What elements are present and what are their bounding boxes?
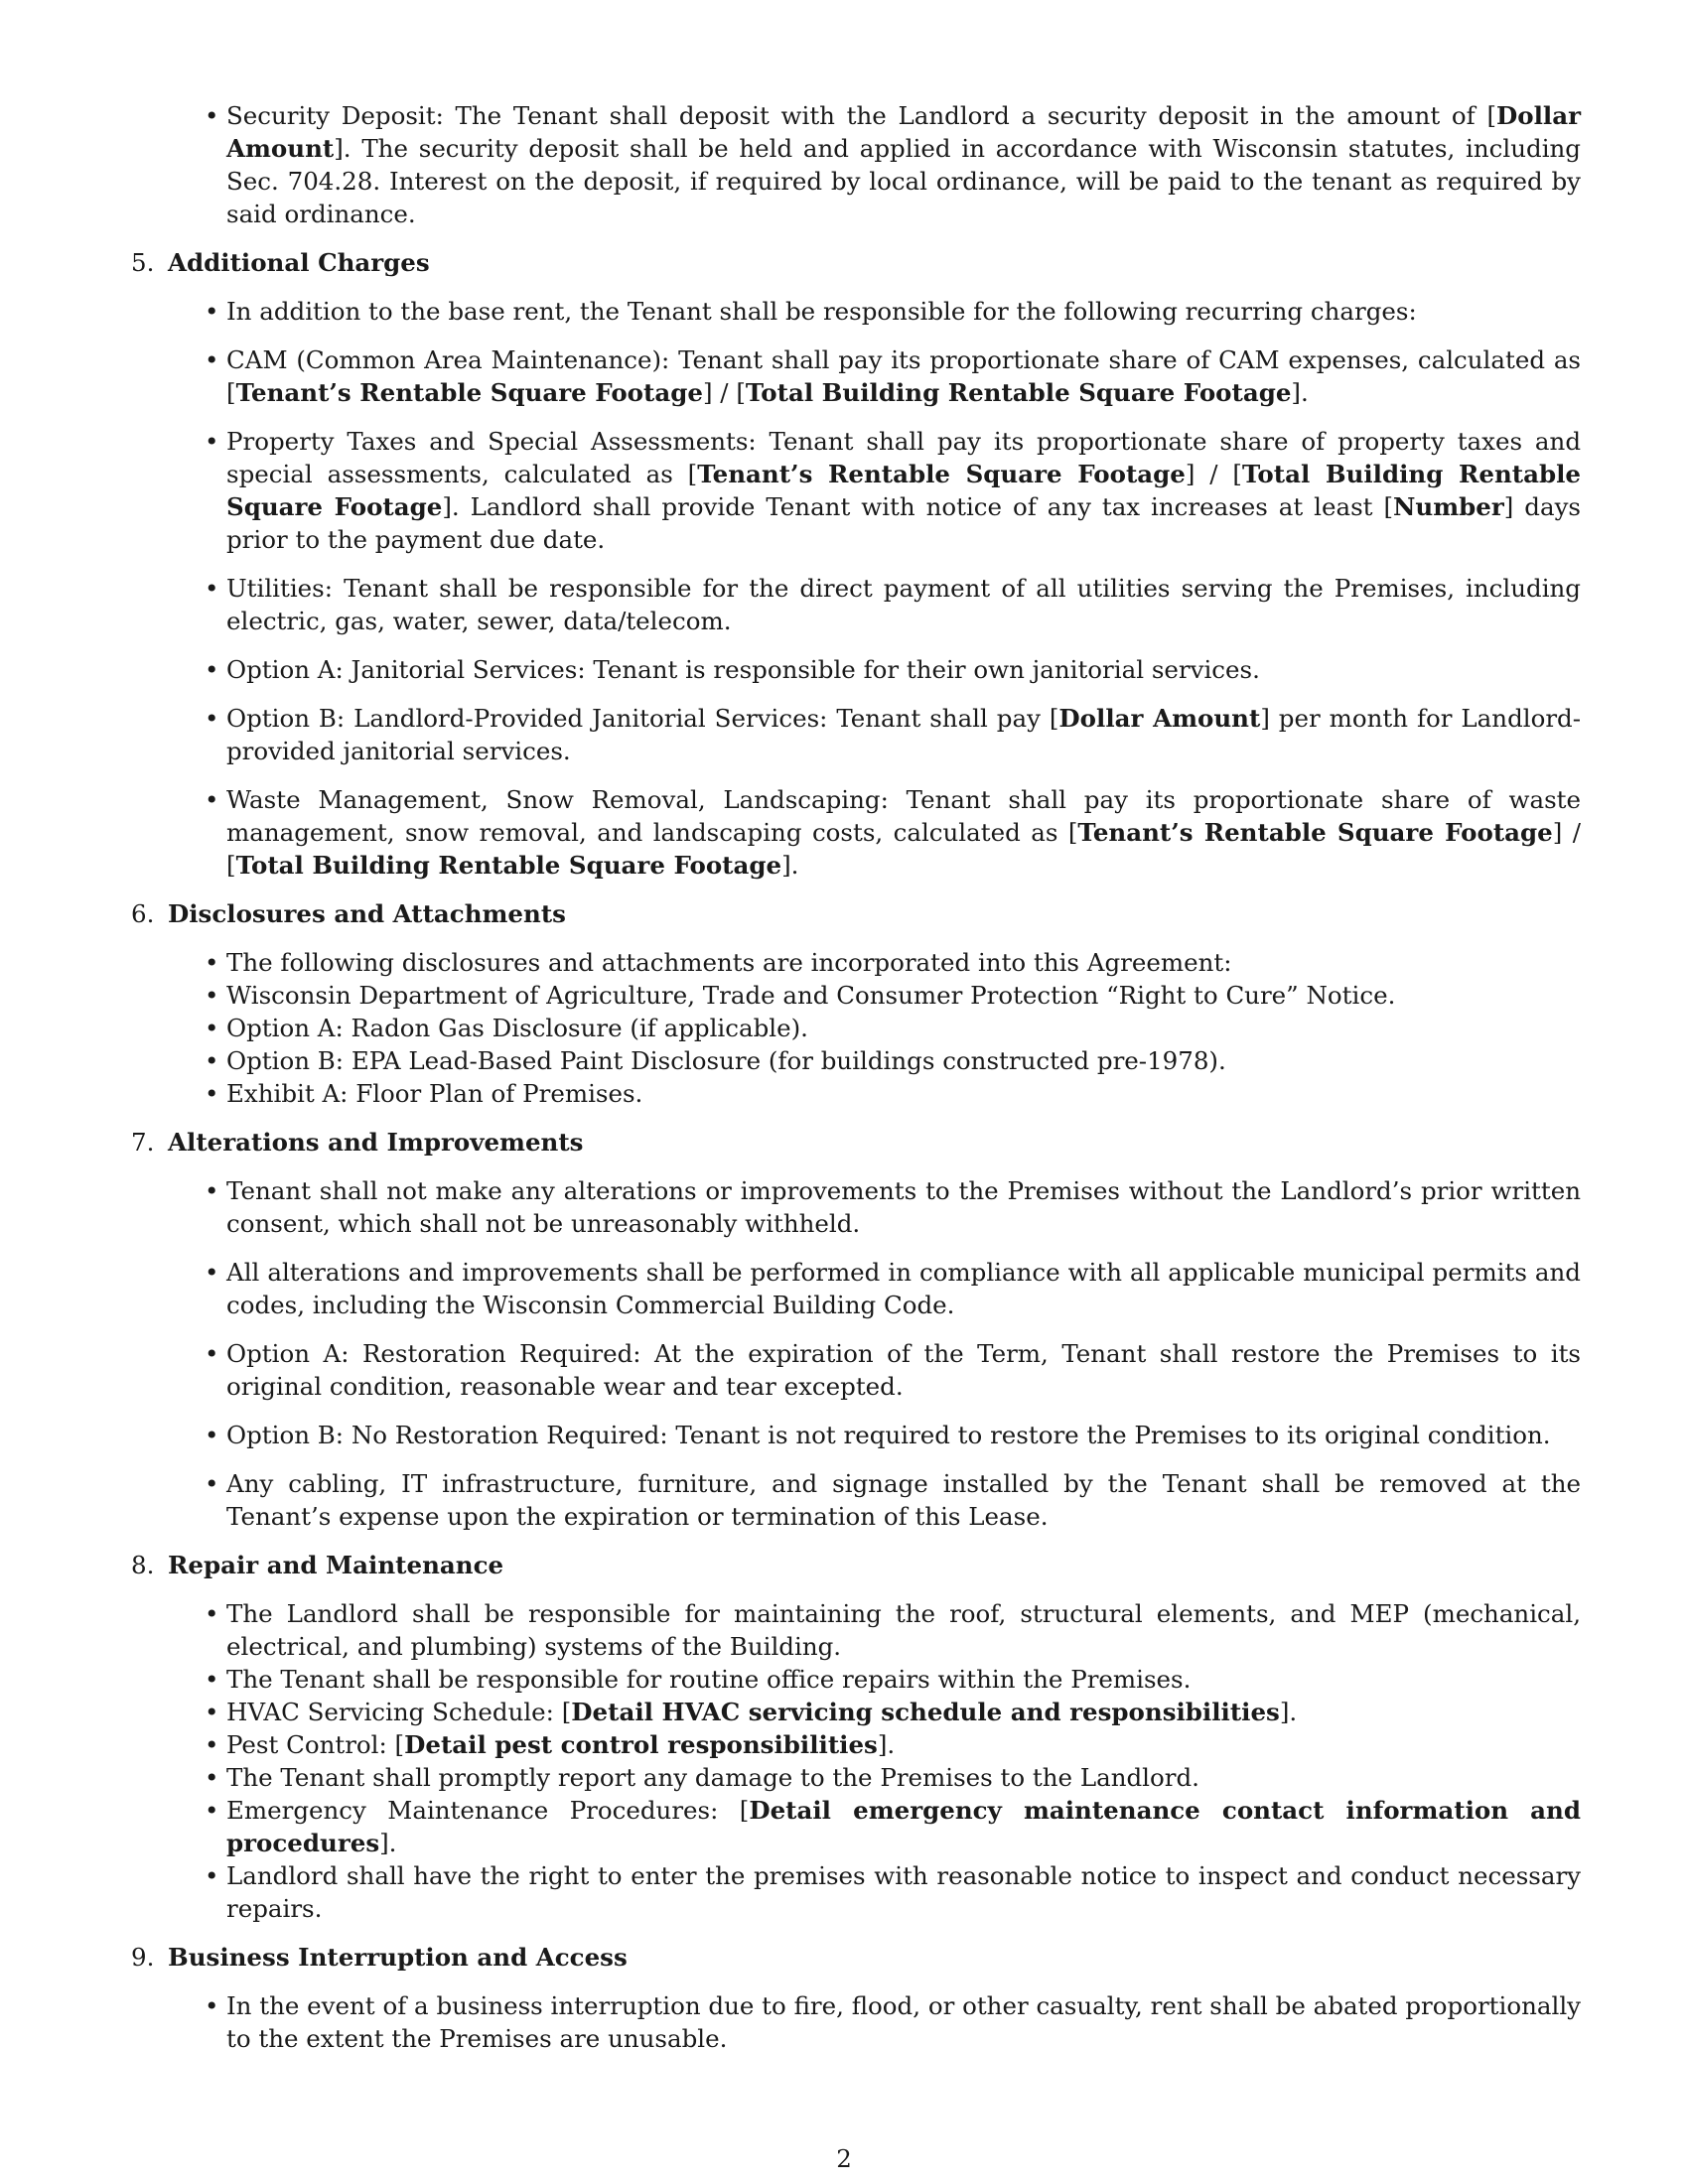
- placeholder-text: Dollar Amount: [226, 101, 1581, 163]
- bullet-icon: •: [205, 1991, 219, 2020]
- bullet-icon: •: [205, 574, 219, 603]
- body-text: Option A: Restoration Required: At the expiration of the Term, Tenant shall restore the Premises to its original condition, reasonable wear and tear excepted.: [226, 1339, 1581, 1401]
- list-item: [205, 1597, 1581, 1663]
- list-item: [205, 1012, 1581, 1044]
- bullet-list: [131, 295, 1581, 882]
- body-text: ]. The security deposit shall be held and applied in accordance with Wisconsin statutes, including Sec. 704.28. Interest on the deposit, if required by local ordinance, will be paid to the tenant as required by said ordinance.: [226, 134, 1581, 228]
- list-item: [205, 1696, 1581, 1728]
- bullet-icon: •: [205, 1079, 219, 1108]
- placeholder-text: Tenant’s Rentable Square Footage: [697, 460, 1186, 488]
- placeholder-text: Detail HVAC servicing schedule and responsibilities: [571, 1698, 1280, 1726]
- list-item: [205, 1419, 1581, 1451]
- section-number: 9.: [131, 1943, 155, 1972]
- list-item: [205, 1728, 1581, 1761]
- sections: [131, 246, 1581, 2055]
- body-text: Option A: Radon Gas Disclosure (if applicable).: [226, 1014, 808, 1042]
- bullet-icon: •: [205, 1665, 219, 1694]
- placeholder-text: Total Building Rentable Square Footage: [226, 460, 1581, 521]
- body-text: ]. Landlord shall provide Tenant with notice of any tax increases at least [: [442, 492, 1394, 521]
- bullet-icon: •: [205, 1698, 219, 1726]
- placeholder-text: Detail pest control responsibilities: [404, 1730, 878, 1759]
- body-text: ].: [1291, 378, 1309, 407]
- bullet-icon: •: [205, 1796, 219, 1825]
- bullet-icon: •: [205, 101, 219, 130]
- bullet-list: [131, 1989, 1581, 2055]
- section: [131, 246, 1581, 882]
- bullet-icon: •: [205, 297, 219, 326]
- body-text: Option B: Landlord-Provided Janitorial Services: Tenant shall pay [: [226, 704, 1059, 733]
- list-item: [205, 1467, 1581, 1533]
- section-title: Alterations and Improvements: [168, 1128, 584, 1157]
- section-title: Additional Charges: [168, 248, 430, 277]
- bullet-icon: •: [205, 655, 219, 684]
- bullet-icon: •: [205, 1763, 219, 1792]
- section: [131, 897, 1581, 1110]
- body-text: Any cabling, IT infrastructure, furniture, and signage installed by the Tenant shall be removed at the Tenant’s expense upon the expiration or termination of this Lease.: [226, 1469, 1581, 1531]
- placeholder-text: Number: [1393, 492, 1504, 521]
- body-text: Waste Management, Snow Removal, Landscaping: Tenant shall pay its proportionate share of waste management, snow removal, and landscaping costs, calculated as [: [226, 785, 1581, 847]
- list-item: [205, 1044, 1581, 1077]
- list-item: [205, 1794, 1582, 1859]
- section-title: Disclosures and Attachments: [168, 899, 566, 928]
- list-item: [205, 946, 1581, 979]
- body-text: Emergency Maintenance Procedures: [: [226, 1796, 750, 1825]
- body-text: ].: [781, 851, 799, 880]
- list-item: [205, 653, 1581, 686]
- placeholder-text: Tenant’s Rentable Square Footage: [235, 378, 703, 407]
- placeholder-text: Total Building Rentable Square Footage: [235, 851, 782, 880]
- body-text: ] / [: [226, 818, 1582, 880]
- section: [131, 1941, 1581, 2055]
- list-item: [205, 295, 1581, 328]
- body-text: In addition to the base rent, the Tenant shall be responsible for the following recurring charges:: [226, 297, 1417, 326]
- section-number: 6.: [131, 899, 155, 928]
- body-text: Security Deposit: The Tenant shall deposit with the Landlord a security deposit in the amount of [: [226, 101, 1497, 130]
- body-text: Tenant shall not make any alterations or improvements to the Premises without the Landlord’s prior written consent, which shall not be unreasonably withheld.: [226, 1176, 1581, 1238]
- bullet-icon: •: [205, 1861, 219, 1890]
- page-number: 2: [836, 2144, 852, 2173]
- list-item: [205, 783, 1582, 882]
- bullet-icon: •: [205, 1599, 219, 1628]
- section-number: 5.: [131, 248, 155, 277]
- bullet-list: [131, 946, 1581, 1110]
- list-item: [205, 572, 1581, 637]
- body-text: HVAC Servicing Schedule: [: [226, 1698, 572, 1726]
- body-text: ] days prior to the payment due date.: [226, 492, 1581, 554]
- bullet-icon: •: [205, 948, 219, 977]
- bullet-icon: •: [205, 1421, 219, 1449]
- list-item: [205, 1077, 1581, 1110]
- lead-bullet-list: [131, 99, 1581, 230]
- section-heading: [131, 1126, 1581, 1159]
- body-text: The Tenant shall be responsible for routine office repairs within the Premises.: [226, 1665, 1192, 1694]
- section-heading: [131, 1549, 1581, 1581]
- body-text: ].: [1279, 1698, 1298, 1726]
- section: [131, 1549, 1581, 1925]
- body-text: ] per month for Landlord-provided janitorial services.: [226, 704, 1582, 765]
- placeholder-text: Total Building Rentable Square Footage: [745, 378, 1292, 407]
- bullet-icon: •: [205, 785, 219, 814]
- body-text: Landlord shall have the right to enter the premises with reasonable notice to inspect and conduct necessary repairs.: [226, 1861, 1581, 1923]
- body-text: ] / [: [1185, 460, 1242, 488]
- list-item: [205, 99, 1581, 230]
- list-item: [205, 1663, 1581, 1696]
- body-text: Pest Control: [: [226, 1730, 405, 1759]
- bullet-icon: •: [205, 981, 219, 1010]
- list-item: [205, 1761, 1581, 1794]
- body-text: The Tenant shall promptly report any damage to the Premises to the Landlord.: [226, 1763, 1199, 1792]
- bullet-icon: •: [205, 1014, 219, 1042]
- body-text: Wisconsin Department of Agriculture, Trade and Consumer Protection “Right to Cure” Notice.: [226, 981, 1396, 1010]
- list-item: [205, 979, 1581, 1012]
- list-item: [205, 1859, 1581, 1925]
- bullet-icon: •: [205, 1258, 219, 1287]
- body-text: Utilities: Tenant shall be responsible for the direct payment of all utilities serving the Premises, including electric, gas, water, sewer, data/telecom.: [226, 574, 1581, 635]
- body-text: Option A: Janitorial Services: Tenant is responsible for their own janitorial services.: [226, 655, 1260, 684]
- section-heading: [131, 246, 1581, 279]
- list-item: [205, 343, 1581, 409]
- body-text: The following disclosures and attachments are incorporated into this Agreement:: [226, 948, 1232, 977]
- section-title: Repair and Maintenance: [168, 1551, 504, 1579]
- bullet-icon: •: [205, 704, 219, 733]
- body-text: ] / [: [702, 378, 746, 407]
- placeholder-text: Dollar Amount: [1058, 704, 1261, 733]
- bullet-icon: •: [205, 1046, 219, 1075]
- list-item: [205, 702, 1582, 767]
- list-item: [205, 1256, 1581, 1321]
- bullet-icon: •: [205, 1469, 219, 1498]
- list-item: [205, 1337, 1581, 1403]
- list-item: [205, 425, 1581, 556]
- body-text: CAM (Common Area Maintenance): Tenant shall pay its proportionate share of CAM expenses, calculated as [: [226, 345, 1581, 407]
- body-text: Option B: No Restoration Required: Tenant is not required to restore the Premises to its original condition.: [226, 1421, 1551, 1449]
- bullet-icon: •: [205, 1339, 219, 1368]
- body-text: The Landlord shall be responsible for maintaining the roof, structural elements, and MEP (mechanical, electrical, and plumbing) systems of the Building.: [226, 1599, 1581, 1661]
- body-text: Option B: EPA Lead-Based Paint Disclosure (for buildings constructed pre-1978).: [226, 1046, 1226, 1075]
- body-text: Property Taxes and Special Assessments: Tenant shall pay its proportionate share of property taxes and special assessments, calculated as [: [226, 427, 1581, 488]
- section-heading: [131, 1941, 1581, 1974]
- placeholder-text: Tenant’s Rentable Square Footage: [1077, 818, 1553, 847]
- bullet-list: [131, 1597, 1581, 1925]
- body-text: ].: [877, 1730, 896, 1759]
- section-number: 8.: [131, 1551, 155, 1579]
- document-body: [131, 99, 1581, 2071]
- body-text: In the event of a business interruption due to fire, flood, or other casualty, rent shall be abated proportionally to the extent the Premises are unusable.: [226, 1991, 1581, 2053]
- bullet-icon: •: [205, 1730, 219, 1759]
- bullet-list: [131, 1174, 1581, 1533]
- section: [131, 1126, 1581, 1533]
- section-title: Business Interruption and Access: [168, 1943, 628, 1972]
- placeholder-text: Detail emergency maintenance contact information and procedures: [226, 1796, 1582, 1857]
- bullet-icon: •: [205, 427, 219, 456]
- body-text: ].: [379, 1829, 397, 1857]
- body-text: Exhibit A: Floor Plan of Premises.: [226, 1079, 643, 1108]
- bullet-icon: •: [205, 1176, 219, 1205]
- list-item: [205, 1174, 1581, 1240]
- section-number: 7.: [131, 1128, 155, 1157]
- list-item: [205, 1989, 1581, 2055]
- body-text: All alterations and improvements shall be performed in compliance with all applicable municipal permits and codes, including the Wisconsin Commercial Building Code.: [226, 1258, 1581, 1319]
- bullet-icon: •: [205, 345, 219, 374]
- section-heading: [131, 897, 1581, 930]
